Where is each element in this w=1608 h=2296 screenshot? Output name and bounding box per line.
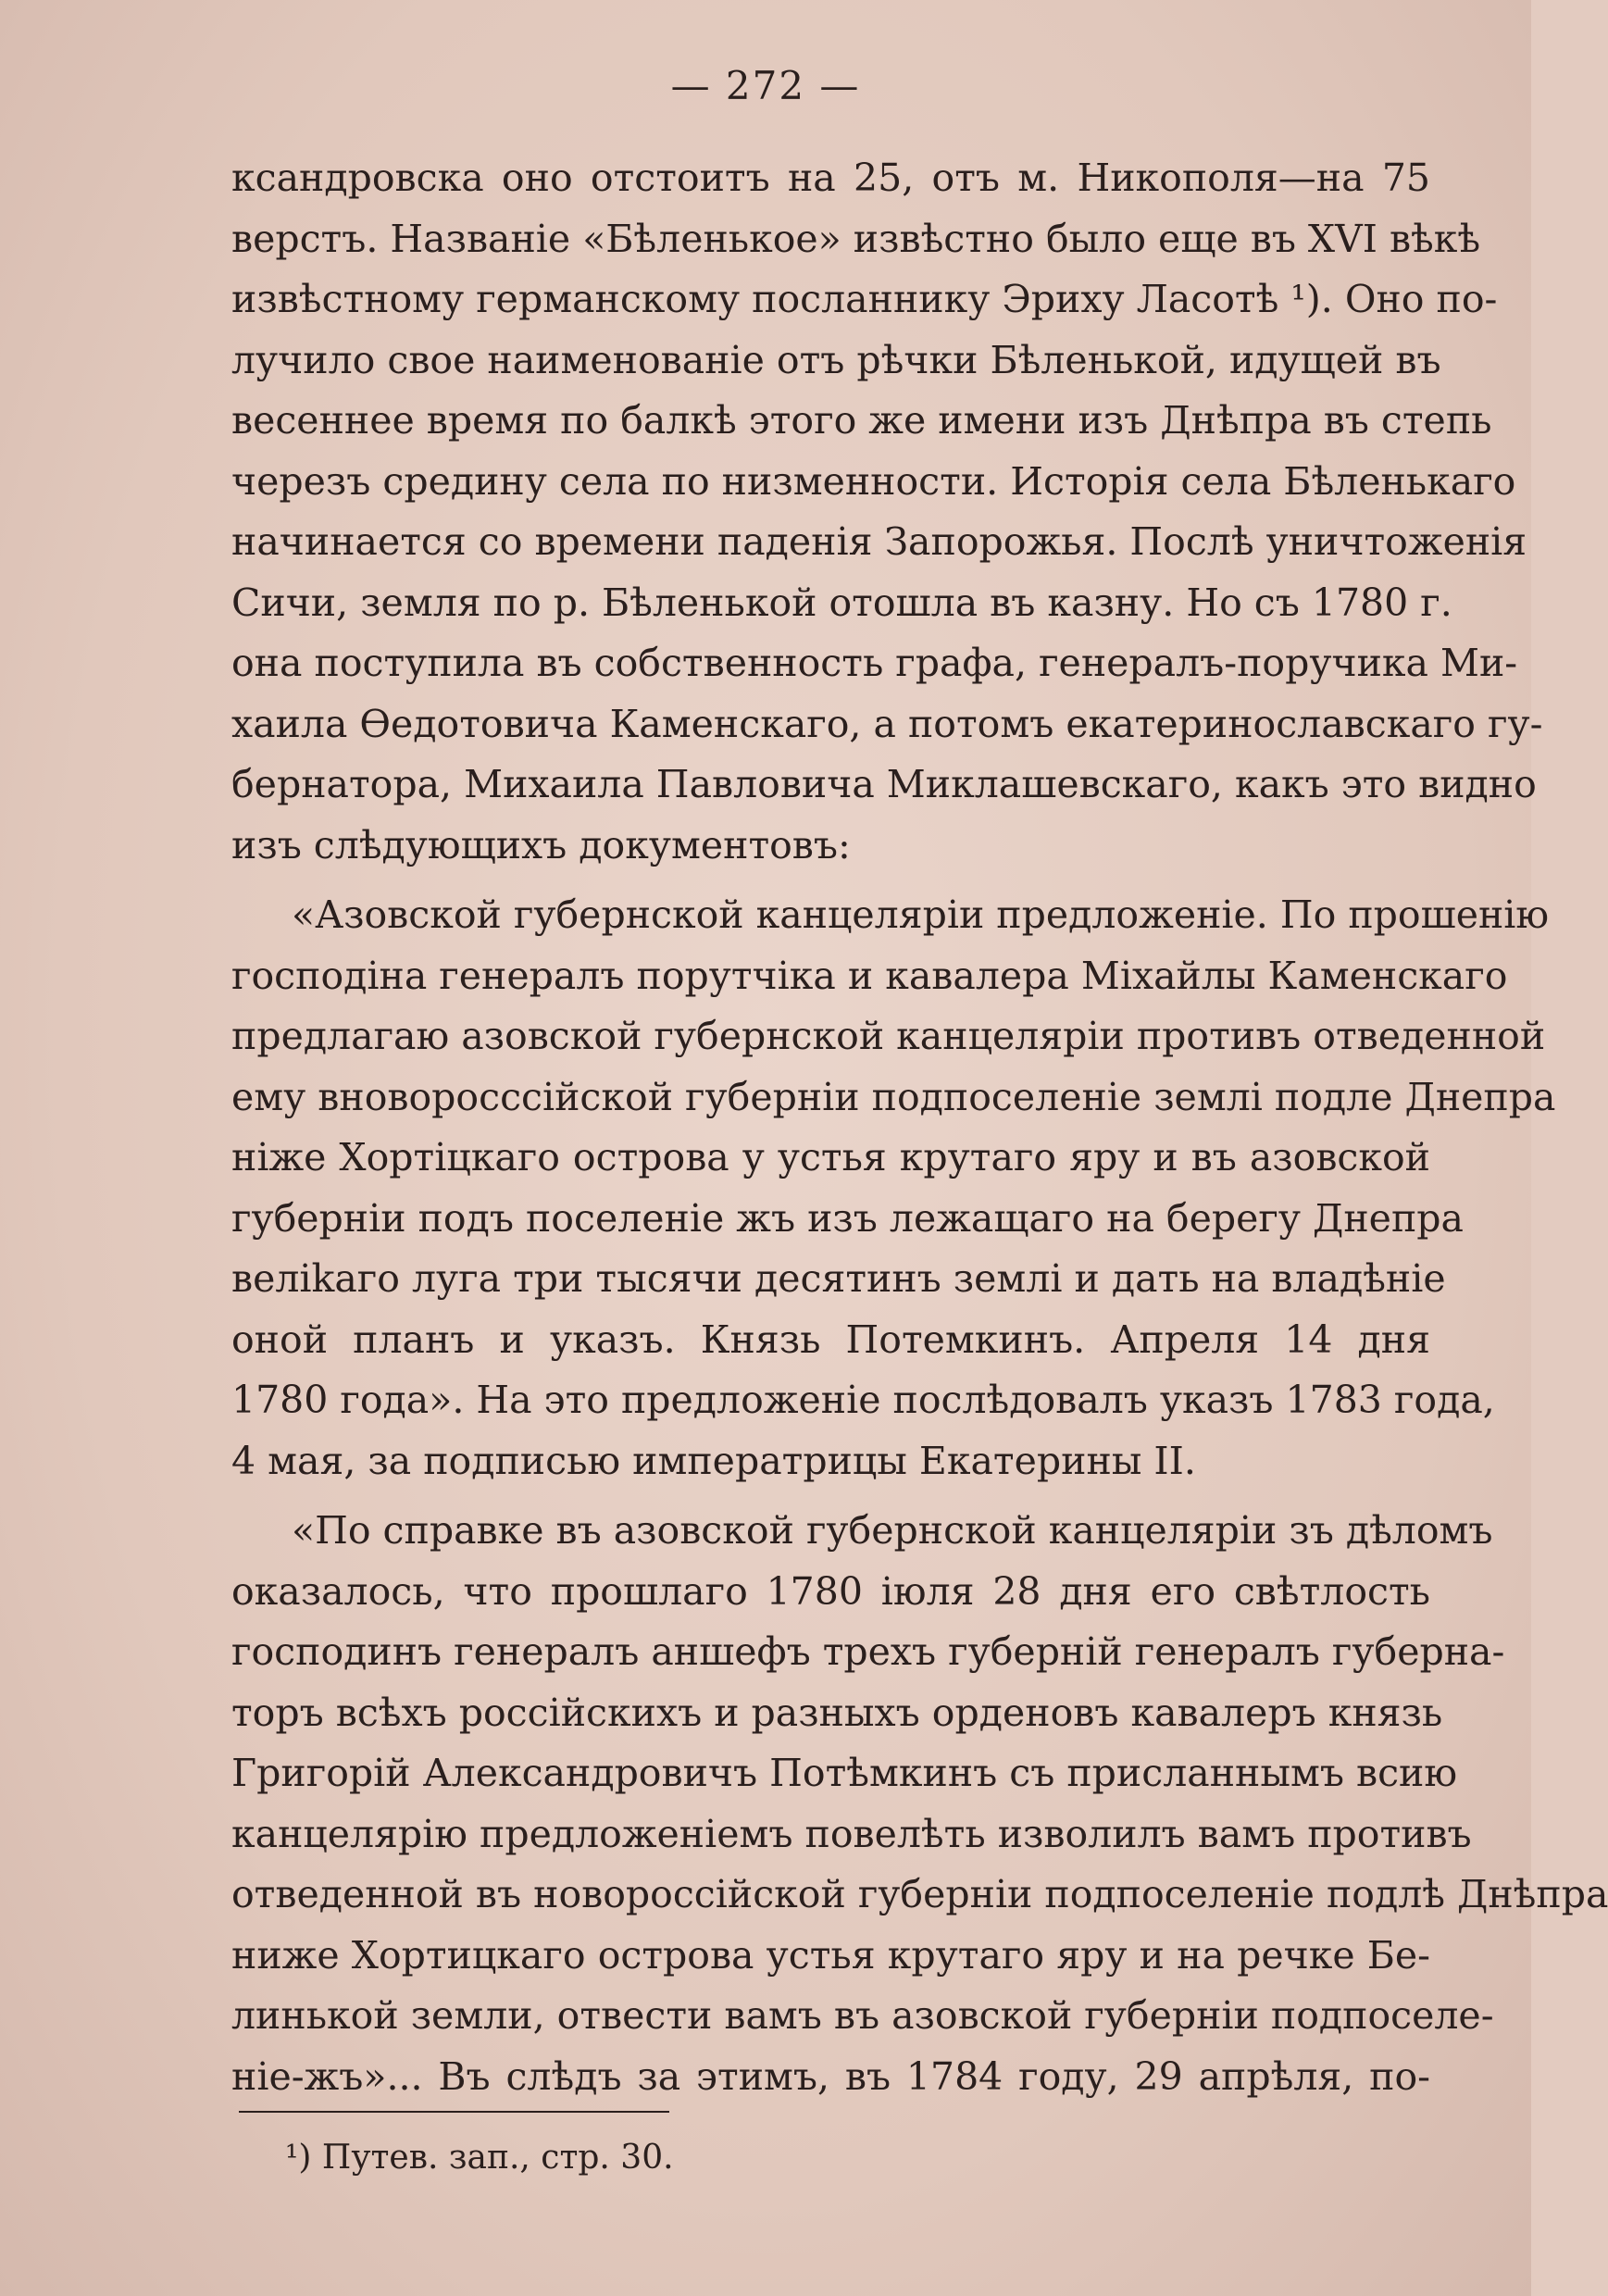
text-line: Григорій Александровичъ Потѣмкинъ съ присланнымъ всию: [231, 1751, 1458, 1795]
text-line: бернатора, Михаила Павловича Миклашевскаго, какъ это видно: [231, 762, 1537, 806]
paragraph-gap: [231, 876, 1430, 885]
text-line: весеннее время по балкѣ этого же имени изъ Днѣпра въ степь: [231, 398, 1492, 443]
text-line: торъ всѣхъ россійскихъ и разныхъ орденовъ кавалеръ князь: [231, 1690, 1443, 1735]
paragraph-gap: [231, 1491, 1430, 1501]
text-line: отведенной въ новороссійской губерніи подпоселеніе подлѣ Днѣпра: [231, 1872, 1608, 1916]
text-line: ему вноворосссійской губерніи подпоселеніе землі подле Днепра: [231, 1074, 1556, 1119]
text-line: предлагаю азовской губернской канцеляріи противъ отведенной: [231, 1014, 1546, 1058]
text-line: начинается со времени паденія Запорожья. Послѣ уничтоженія: [231, 519, 1527, 564]
text-line: господіна генералъ порутчіка и кавалера Міхайлы Каменскаго: [231, 953, 1508, 998]
footnote: ¹) Путев. зап., стр. 30.: [285, 2139, 674, 2177]
text-line: изъ слѣдующихъ документовъ:: [231, 822, 851, 867]
page-number: — 272 —: [670, 63, 861, 108]
text-line: ніже Хортіцкаго острова у устья крутаго яру и въ азовской: [231, 1135, 1430, 1179]
text-line: ниже Хортицкаго острова устья крутаго яру и на речке Бе-: [231, 1932, 1430, 1978]
body-text: [231, 148, 1608, 2107]
text-line: верстъ. Названіе «Бѣленькое» извѣстно было еще въ XVI вѣкѣ: [231, 216, 1481, 261]
text-line: «Азовской губернской канцеляріи предложеніе. По прошенію: [292, 892, 1550, 937]
text-line: ніе-жъ»... Въ слѣдъ за этимъ, въ 1784 году, 29 апрѣля, по-: [231, 2053, 1430, 2099]
footnote-rule: [239, 2111, 669, 2113]
text-line: канцелярію предложеніемъ повелѣть изволилъ вамъ противъ: [231, 1811, 1472, 1856]
text-line: оказалось, что прошлаго 1780 іюля 28 дня его свѣтлость: [231, 1568, 1430, 1614]
text-line: 4 мая, за подписью императрицы Екатерины II.: [231, 1438, 1196, 1483]
text-line: Сичи, земля по р. Бѣленькой отошла въ казну. Но съ 1780 г.: [231, 580, 1452, 625]
text-line: хаила Ѳедотовича Каменскаго, а потомъ екатеринославскаго гу-: [231, 701, 1543, 746]
text-line: господинъ генералъ аншефъ трехъ губерній генералъ губерна-: [231, 1629, 1505, 1674]
text-line: губерніи подъ поселеніе жъ изъ лежащаго на берегу Днепра: [231, 1195, 1464, 1241]
text-line: веліkаго луга три тысячи десятинъ землі и дать на владѣніе: [231, 1256, 1446, 1301]
text-line: ксандровска оно отстоитъ на 25, отъ м. Никополя—на 75: [231, 156, 1430, 200]
text-line: оной планъ и указъ. Князь Потемкинъ. Апреля 14 дня: [231, 1316, 1430, 1362]
text-line: линькой земли, отвести вамъ въ азовской губерніи подпоселе-: [231, 1993, 1494, 2038]
text-line: лучило свое наименованіе отъ рѣчки Бѣленькой, идущей въ: [231, 337, 1441, 382]
text-line: 1780 года». На это предложеніе послѣдовалъ указъ 1783 года,: [231, 1378, 1495, 1422]
text-line: черезъ средину села по низменности. Исторія села Бѣленькаго: [231, 458, 1516, 504]
text-line: она поступила въ собственность графа, генералъ-поручика Ми-: [231, 641, 1518, 685]
text-line: «По справке въ азовской губернской канцеляріи зъ дѣломъ: [292, 1508, 1493, 1553]
text-line: извѣстному германскому посланнику Эриху Ласотѣ ¹). Оно по-: [231, 277, 1498, 321]
